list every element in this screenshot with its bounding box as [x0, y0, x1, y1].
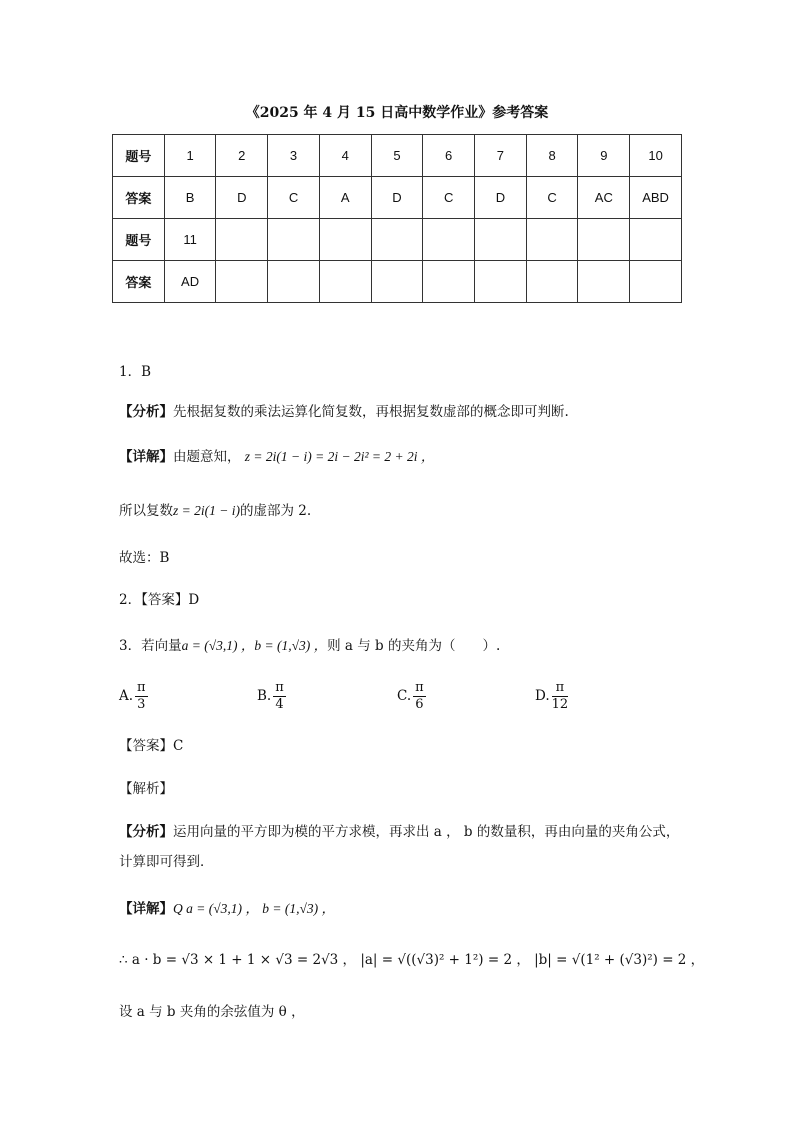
q1-conclusion-formula: z = 2i(1 − i): [173, 503, 240, 518]
table-cell: C: [526, 177, 578, 219]
q2-answer: 2．【答案】D: [119, 592, 200, 608]
table-cell: [475, 219, 527, 261]
table-cell: D: [371, 177, 423, 219]
q1-detail-formula: z = 2i(1 − i) = 2i − 2i² = 2 + 2i ，: [244, 449, 435, 464]
fraction-numerator: π: [552, 680, 569, 697]
table-cell: [630, 261, 682, 303]
q1-detail-prefix: 由题意知，: [173, 449, 241, 465]
fraction-denominator: 6: [415, 697, 424, 712]
row-header: 答案: [113, 261, 165, 303]
q3-detail-given: Q a = (√3,1) ， b = (1,√3) ，: [173, 901, 336, 916]
table-cell: [578, 219, 630, 261]
option-c: [397, 680, 428, 713]
row-header: 答案: [113, 177, 165, 219]
option-label: B.: [257, 688, 272, 704]
fraction-numerator: π: [275, 680, 284, 695]
table-cell: [630, 219, 682, 261]
table-cell: [319, 261, 371, 303]
table-cell: 4: [319, 135, 371, 177]
fraction-numerator: π: [415, 680, 424, 695]
table-cell: [216, 261, 268, 303]
table-cell: 11: [164, 219, 216, 261]
table-cell: [423, 219, 475, 261]
q3-analysis-text-1: 运用向量的平方即为模的平方求模，再求出 a ， b 的数量积，再由向量的夹角公式，: [173, 824, 680, 840]
q1-conclusion-suffix: 的虚部为 2.: [239, 503, 312, 519]
q3-stem: [119, 634, 500, 654]
q3-jiexi: 【解析】: [119, 781, 173, 797]
q3-calc: ∴ a · b = √3 × 1 + 1 × √3 = 2√3 ， |a| = √((√3)² + 1²) = 2 ， |b| = √(1² + (√3)²) = 2 ，: [119, 952, 705, 968]
table-cell: AC: [578, 177, 630, 219]
table-cell: 1: [164, 135, 216, 177]
option-fraction: [273, 680, 286, 713]
q3-stem-a: a = (√3,1) ，: [181, 638, 255, 653]
q3-last-line: 设 a 与 b 夹角的余弦值为 θ ，: [119, 1004, 305, 1020]
q1-answer: 1．B: [119, 364, 152, 380]
table-cell: [268, 219, 320, 261]
fraction-denominator: 12: [551, 697, 569, 712]
q3-stem-prefix: 3．若向量: [119, 638, 182, 654]
table-cell: A: [319, 177, 371, 219]
table-cell: C: [423, 177, 475, 219]
q3-analysis-tag: 【分析】: [119, 824, 173, 840]
table-row: [113, 219, 682, 261]
table-cell: 7: [475, 135, 527, 177]
answer-table: [112, 134, 682, 303]
table-cell: D: [475, 177, 527, 219]
table-cell: [475, 261, 527, 303]
table-cell: [371, 261, 423, 303]
table-cell: C: [268, 177, 320, 219]
table-cell: [371, 219, 423, 261]
q1-detail-tag: 【详解】: [119, 449, 173, 465]
table-cell: 8: [526, 135, 578, 177]
table-cell: D: [216, 177, 268, 219]
table-cell: B: [164, 177, 216, 219]
page-title: 《2025 年 4 月 15 日高中数学作业》参考答案: [245, 105, 549, 121]
fraction-numerator: π: [137, 680, 146, 695]
option-b: [257, 680, 288, 713]
table-cell: [423, 261, 475, 303]
table-cell: [526, 219, 578, 261]
option-d: [535, 680, 570, 713]
row-header: 题号: [113, 135, 165, 177]
table-row: [113, 261, 682, 303]
q3-detail-tag: 【详解】: [119, 901, 173, 917]
q1-analysis: [119, 400, 569, 420]
q3-answer: 【答案】C: [119, 738, 184, 754]
q3-analysis-2: 计算即可得到．: [119, 854, 214, 870]
table-cell: ABD: [630, 177, 682, 219]
q1-conclusion-prefix: 所以复数: [119, 503, 173, 519]
option-label: C.: [397, 688, 412, 704]
q1-detail: [119, 445, 434, 465]
q1-analysis-tag: 【分析】: [119, 404, 173, 420]
table-cell: AD: [164, 261, 216, 303]
table-cell: 3: [268, 135, 320, 177]
table-cell: 9: [578, 135, 630, 177]
row-header: 题号: [113, 219, 165, 261]
q3-detail: [119, 897, 335, 917]
option-a: [119, 680, 150, 713]
table-cell: 10: [630, 135, 682, 177]
q3-stem-b: b = (1,√3) ，: [254, 638, 328, 653]
table-cell: [319, 219, 371, 261]
table-row: [113, 177, 682, 219]
fraction-denominator: 3: [137, 697, 146, 712]
q1-choice: 故选：B: [119, 550, 170, 566]
option-label: A.: [119, 688, 134, 704]
q1-analysis-text: 先根据复数的乘法运算化简复数，再根据复数虚部的概念即可判断.: [173, 404, 569, 420]
table-cell: [578, 261, 630, 303]
fraction-denominator: 4: [275, 697, 284, 712]
table-cell: [526, 261, 578, 303]
option-fraction: [135, 680, 148, 713]
option-fraction: [552, 680, 569, 713]
table-cell: [216, 219, 268, 261]
table-row: [113, 135, 682, 177]
table-cell: [268, 261, 320, 303]
q3-analysis-1: [119, 820, 679, 840]
q3-stem-suffix: 则 a 与 b 的夹角为（ ）.: [327, 638, 501, 654]
option-fraction: [413, 680, 426, 713]
table-cell: 2: [216, 135, 268, 177]
table-cell: 5: [371, 135, 423, 177]
q1-conclusion: [119, 499, 311, 519]
option-label: D.: [535, 688, 550, 704]
table-cell: 6: [423, 135, 475, 177]
